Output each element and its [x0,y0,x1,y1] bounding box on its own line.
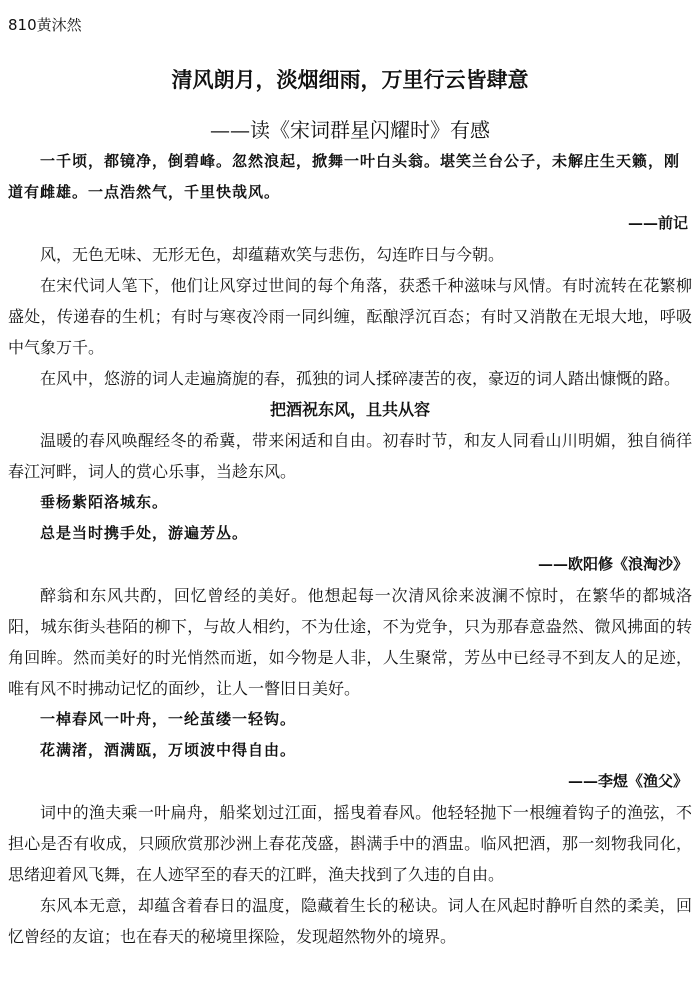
essay-title: 清风朗月，淡烟细雨，万里行云皆肆意 [171,68,529,92]
poem-attribution: ——欧阳修《浪淘沙》 [537,555,688,573]
preface-attribution: ——前记 [627,214,688,232]
poem-line: 总是当时携手处，游遍芳丛。 [40,524,249,542]
essay-subtitle: ——读《宋词群星闪耀时》有感 [210,118,490,142]
poem-line: 花满渚，酒满瓯，万顷波中得自由。 [40,741,297,759]
poem-line: 一棹春风一叶舟，一纶茧缕一轻钩。 [40,710,297,728]
preface-poem: 一千顷，都镜净，倒碧峰。忽然浪起，掀舞一叶白头翁。堪笑兰台公子，未解庄生天籁，刚道有雌雄。一点浩然气，千里快哉风。 [8,152,681,201]
section-heading: 把酒祝东风，且共从容 [269,400,430,419]
body-paragraph: 温暖的春风唤醒经冬的希冀，带来闲适和自由。初春时节，和友人同看山川明媚，独自徜徉春江河畔，词人的赏心乐事，当趁东风。 [8,431,692,481]
intro-paragraph: 风，无色无味、无形无色，却蕴藉欢笑与悲伤，勾连昨日与今朝。 [40,245,505,264]
intro-paragraph: 在宋代词人笔下，他们让风穿过世间的每个角落，获悉千种滋味与风情。有时流转在花繁柳盛处，传递春的生机；有时与寒夜冷雨一同纠缠，酝酿浮沉百态；有时又消散在无垠大地，呼吸中气象万千。 [8,276,692,357]
body-paragraph: 词中的渔夫乘一叶扁舟，船桨划过江面，摇曳着春风。他轻轻抛下一根缠着钩子的渔弦，不担心是否有收成，只顾欣赏那沙洲上春花茂盛，斟满手中的酒盅。临风把酒，那一刻物我同化，思绪迎着风飞舞，在人迹罕至的春天的江畔，渔夫找到了久违的自由。 [8,803,692,884]
poem-line: 垂杨紫陌洛城东。 [40,493,169,511]
essay-body [8,146,692,952]
intro-paragraph: 在风中，悠游的词人走遍旖旎的春，孤独的词人揉碎凄苦的夜，豪迈的词人踏出慷慨的路。 [40,369,681,388]
poem-attribution: ——李煜《渔父》 [567,772,688,790]
body-paragraph: 醉翁和东风共酌，回忆曾经的美好。他想起每一次清风徐来波澜不惊时，在繁华的都城洛阳，城东街头巷陌的柳下，与故人相约，不为仕途，不为党争，只为那春意盎然、微风拂面的转角回眸。然而美好的时光悄然而逝，如今物是人非，人生聚常，芳丛中已经寻不到友人的足迹，唯有风不时拂动记忆的面纱，让人一瞥旧日美好。 [8,586,692,698]
page-header-label: 810黄沐然 [8,16,82,34]
body-paragraph: 东风本无意，却蕴含着春日的温度，隐藏着生长的秘诀。词人在风起时静听自然的柔美，回忆曾经的友谊；也在春天的秘境里探险，发现超然物外的境界。 [8,896,692,946]
